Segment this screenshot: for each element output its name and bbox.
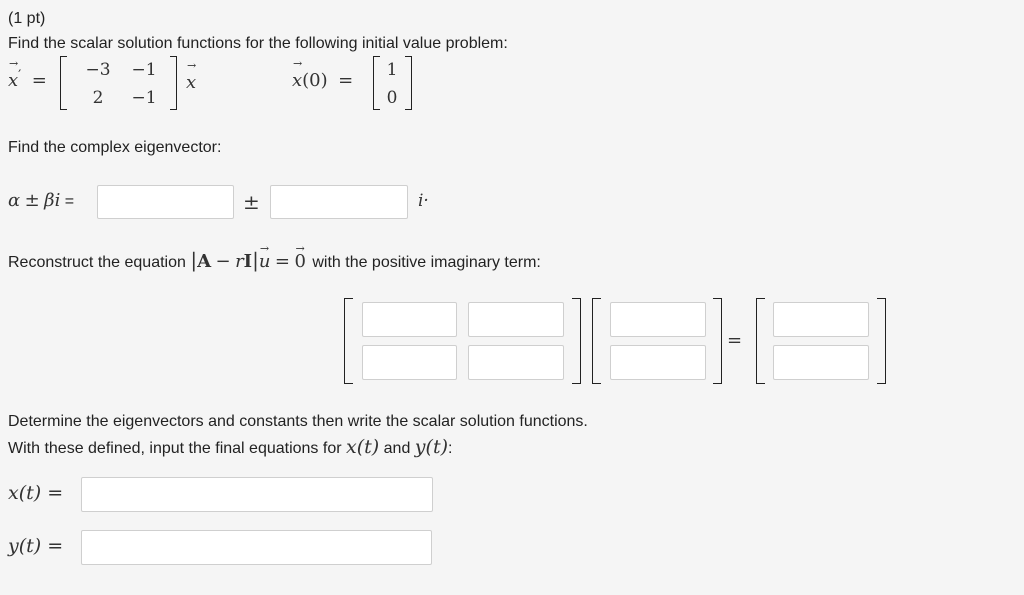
matrix-input-bracket-right <box>572 298 581 384</box>
rhs-input-1[interactable] <box>773 302 869 337</box>
reconstruct-suffix: with the positive imaginary term: <box>312 254 541 271</box>
ic-cell-2: 0 <box>386 88 398 108</box>
vector-u-bracket-left <box>592 298 601 384</box>
matrix-bracket-right <box>170 56 177 110</box>
r-symbol: r <box>235 251 244 272</box>
final-instruction-1: Determine the eigenvectors and constants then write the scalar solution functions. <box>8 413 588 430</box>
identity-I-symbol: I <box>243 251 253 272</box>
and-text: and <box>383 440 411 457</box>
matrix-input-22[interactable] <box>468 345 564 380</box>
final-instruction-text: With these defined, input the final equations for <box>8 440 342 457</box>
pm-between-inputs: ± <box>243 190 260 214</box>
lhs-derivative <box>8 70 68 94</box>
alpha-symbol: α <box>8 190 21 211</box>
matrix-cell-12: −1 <box>131 60 157 80</box>
x-vector-rhs <box>186 72 196 93</box>
ic-cell-1: 1 <box>386 60 398 80</box>
matrix-A-symbol: A <box>197 251 212 272</box>
prime-symbol: ′ <box>18 68 22 84</box>
rhs-bracket-right <box>877 298 886 384</box>
x-vector-ic-symbol: → x <box>292 70 302 91</box>
beta-i-symbol: βi <box>44 190 61 211</box>
vector-u-input-1[interactable] <box>610 302 706 337</box>
colon-text: : <box>448 440 453 457</box>
i-suffix: i· <box>418 191 429 211</box>
reconstruct-equals: = <box>274 251 290 272</box>
eigenvector-prompt: Find the complex eigenvector: <box>8 139 222 156</box>
matrix-equation-equals: = <box>727 330 743 351</box>
vector-u-input-2[interactable] <box>610 345 706 380</box>
x-vector-symbol: → x <box>8 70 18 91</box>
matrix-input-bracket-left <box>344 298 353 384</box>
matrix-input-11[interactable] <box>362 302 457 337</box>
problem-instruction: Find the scalar solution functions for the following initial value problem: <box>8 35 508 52</box>
initial-condition <box>292 70 353 91</box>
zero-vector-symbol: → 0 <box>294 250 305 274</box>
ic-argument: (0) <box>302 70 328 91</box>
minus-symbol: − <box>215 251 231 272</box>
points-label: (1 pt) <box>8 10 46 27</box>
matrix-cell-21: 2 <box>92 88 104 108</box>
ic-equals: = <box>338 70 354 91</box>
reconstruct-prompt <box>8 248 541 275</box>
x-vector-symbol-rhs: → x <box>186 72 196 93</box>
alpha-beta-label <box>8 190 74 211</box>
abs-bar-left: | <box>190 248 198 272</box>
abs-bar-right: | <box>252 248 259 272</box>
matrix-input-12[interactable] <box>468 302 564 337</box>
beta-input[interactable] <box>270 185 408 219</box>
pm-symbol: ± <box>24 190 40 211</box>
alpha-input[interactable] <box>97 185 234 219</box>
y-t-input[interactable] <box>81 530 432 565</box>
x-t-label: x(t) = <box>8 482 64 504</box>
equals-text: = <box>64 193 75 210</box>
rhs-bracket-left <box>756 298 765 384</box>
final-instruction-2 <box>8 435 452 461</box>
equals-symbol: = <box>31 70 47 91</box>
matrix-input-21[interactable] <box>362 345 457 380</box>
reconstruct-text: Reconstruct the equation <box>8 254 186 271</box>
matrix-bracket-left <box>60 56 67 110</box>
y-of-t-inline: y(t) <box>414 436 448 458</box>
rhs-input-2[interactable] <box>773 345 869 380</box>
ic-bracket-right <box>405 56 412 110</box>
matrix-cell-22: −1 <box>131 88 157 108</box>
y-t-label: y(t) = <box>8 535 64 557</box>
vector-u-bracket-right <box>713 298 722 384</box>
matrix-cell-11: −3 <box>85 60 111 80</box>
x-of-t-inline: x(t) <box>346 436 380 458</box>
x-t-input[interactable] <box>81 477 433 512</box>
u-vector-symbol: → u <box>259 250 271 274</box>
